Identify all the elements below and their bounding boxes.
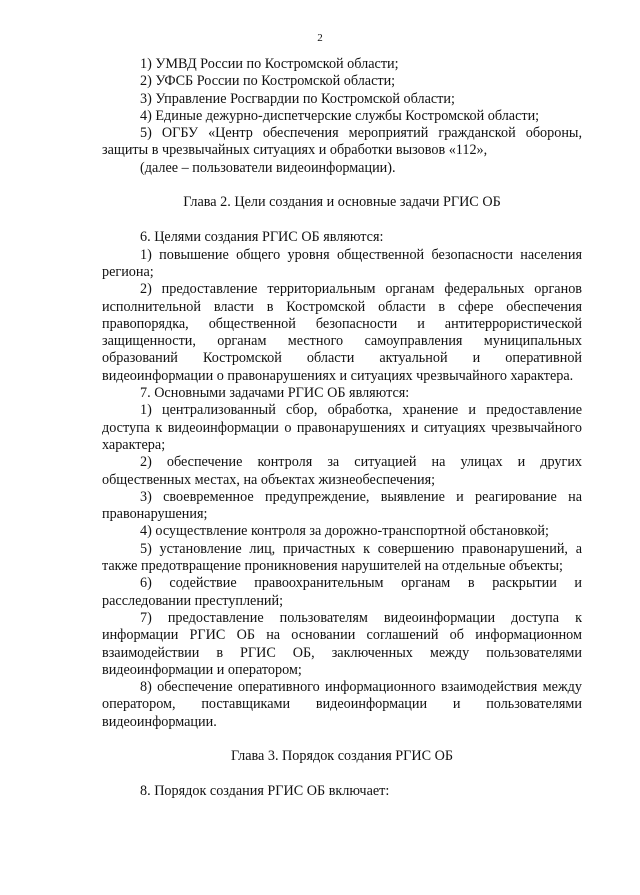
list-closing-note: (далее – пользователи видеоинформации). [140, 159, 396, 176]
task-item: 6) содействие правоохранительным органам в раскрытии и расследовании преступлений; [102, 575, 582, 609]
chapter-3-heading: Глава 3. Порядок создания РГИС ОБ [230, 747, 454, 764]
paragraph-8: 8. Порядок создания РГИС ОБ включает: [140, 783, 390, 800]
task-item: 5) установление лиц, причастных к совершению правонарушений, а также предотвращение проникновения нарушителей на отдельные объекты; [102, 540, 582, 575]
task-item: 3) своевременное предупреждение, выявление и реагирование на правонарушения; [102, 488, 582, 523]
goal-item: 2) предоставление территориальным органам федеральных органов исполнительной власти в Костромской области в сфере обеспечения правопорядка, общественной безопасности и антитеррористической защищенности, органам местного самоуправления муниципальных образований Костромской области актуальной и оперативной видеоинформации о правонарушениях и ситуациях чрезвычайного характера. [102, 281, 582, 384]
list-item: 2) УФСБ России по Костромской области; [140, 73, 396, 90]
list-item: 3) Управление Росгвардии по Костромской области; [140, 90, 455, 107]
list-item: 1) УМВД России по Костромской области; [140, 56, 399, 72]
list-item: 5) ОГБУ «Центр обеспечения мероприятий гражданской обороны, защиты в чрезвычайных ситуациях и обработки вызовов «112», [102, 125, 582, 159]
task-item: 4) осуществление контроля за дорожно-транспортной обстановкой; [140, 523, 549, 540]
task-item: 2) обеспечение контроля за ситуацией на улицах и других общественных местах, на объектах жизнеобеспечения; [102, 454, 582, 488]
paragraph-7: 7. Основными задачами РГИС ОБ являются: [140, 385, 410, 402]
goal-item: 1) повышение общего уровня общественной безопасности населения региона; [102, 246, 582, 280]
chapter-2-heading: Глава 2. Цели создания и основные задачи РГИС ОБ [183, 194, 501, 211]
document-body [102, 56, 582, 801]
list-item: 4) Единые дежурно-диспетчерские службы Костромской области; [140, 107, 540, 124]
page-number: 2 [317, 32, 323, 44]
paragraph-6: 6. Целями создания РГИС ОБ являются: [140, 229, 384, 246]
task-item: 1) централизованный сбор, обработка, хранение и предоставление доступа к видеоинформации о правонарушениях и ситуациях чрезвычайного характера; [102, 402, 582, 453]
task-item: 7) предоставление пользователям видеоинформации доступа к информации РГИС ОБ на основании соглашений об информационном взаимодействии в РГИС ОБ, заключенных между пользователями видеоинформации и оператором; [102, 609, 582, 678]
task-item: 8) обеспечение оперативного информационного взаимодействия между оператором, поставщиками видеоинформации и пользователями видеоинформации. [102, 679, 582, 730]
